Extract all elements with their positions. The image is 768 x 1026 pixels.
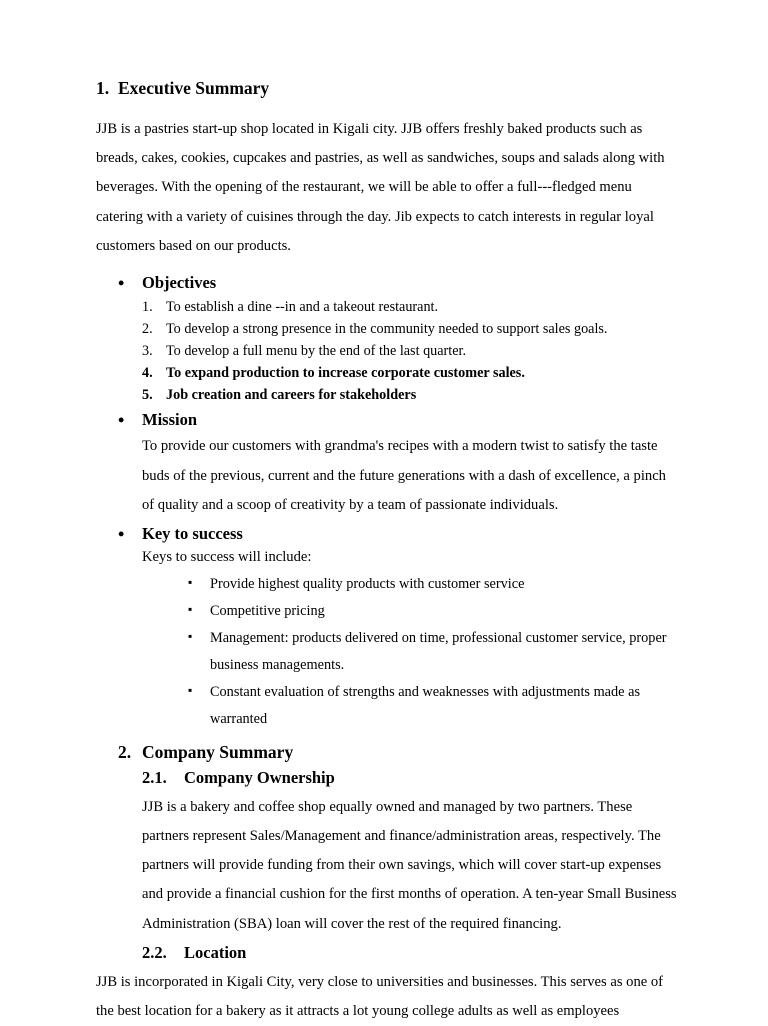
- objectives-block: [96, 271, 680, 406]
- objectives-heading: • Objectives: [96, 271, 680, 296]
- list-text: To establish a dine --in and a takeout restaurant.: [166, 298, 439, 315]
- objectives-item: [142, 362, 680, 384]
- objectives-item: [142, 340, 680, 362]
- section-2-heading: [118, 740, 680, 765]
- list-marker: 3.: [142, 342, 153, 359]
- company-ownership-text: JJB is a bakery and coffee shop equally owned and managed by two partners. These partners represent Sales/Management and finance/administration areas, respectively. The partners will provide funding from their own savings, which will cover start-up expenses and provide a financial cushion for the first months of operation. A ten-year Small Business Administration (SBA) loan will cover the rest of the required financing.: [142, 798, 677, 932]
- mission-text: To provide our customers with grandma's recipes with a modern twist to satisfy the taste buds of the previous, current and the future generations with a dash of excellence, a pinch of quality and a scoop of creativity by a team of passionate individuals.: [142, 438, 666, 513]
- section-1-title: Executive Summary: [118, 78, 270, 98]
- key-to-success-list: [96, 571, 680, 734]
- objectives-item: [142, 384, 680, 406]
- key-to-success-item: ▪ Competitive pricing: [188, 598, 680, 625]
- section-2-1-heading: [142, 766, 680, 791]
- objectives-item: [142, 318, 680, 340]
- section-1-heading: [96, 78, 680, 99]
- key-to-success-item: ▪ Provide highest quality products with customer service: [188, 571, 680, 598]
- executive-summary-intro: JJB is a pastries start-up shop located in Kigali city. JJB offers freshly baked products such as breads, cakes, cookies, cupcakes and pastries, as well as sandwiches, soups and salads along with beverages. With the opening of the restaurant, we will be able to offer a full---fledged menu catering with a variety of cuisines through the day. Jib expects to catch interests in regular loyal customers based on our products.: [96, 121, 665, 254]
- mission-heading: • Mission: [96, 408, 680, 433]
- list-text: Job creation and careers for stakeholders: [166, 386, 417, 403]
- section-2-1-title: Company Ownership: [184, 768, 335, 788]
- list-text: To develop a strong presence in the community needed to support sales goals.: [166, 320, 608, 337]
- section-2-1-number: 2.1.: [142, 768, 167, 788]
- mission-block: [96, 408, 680, 520]
- list-text: To develop a full menu by the end of the last quarter.: [166, 342, 467, 359]
- list-marker: 5.: [142, 386, 153, 403]
- key-to-success-item: ▪ Management: products delivered on time, professional customer service, proper business managements.: [188, 625, 680, 679]
- section-2-number: 2.: [118, 741, 132, 762]
- section-2-title: Company Summary: [142, 741, 294, 762]
- section-1-number: 1.: [96, 78, 110, 98]
- objectives-item: [142, 296, 680, 318]
- key-to-success-lead: Keys to success will include:: [142, 548, 312, 565]
- section-2-2-number: 2.2.: [142, 942, 167, 962]
- section-2-2-title: Location: [184, 942, 247, 962]
- key-to-success-block: [96, 522, 680, 734]
- key-to-success-item: ▪ Constant evaluation of strengths and weaknesses with adjustments made as warranted: [188, 679, 680, 733]
- list-marker: 1.: [142, 298, 153, 315]
- list-marker: 4.: [142, 364, 153, 381]
- list-text: To expand production to increase corporate customer sales.: [166, 364, 525, 381]
- key-to-success-heading: • Key to success: [96, 522, 680, 547]
- section-1-bullet-list: [96, 271, 680, 734]
- location-text: JJB is incorporated in Kigali City, very close to universities and businesses. This serves as one of the best location for a bakery as it attracts a lot young college adults as well as employees: [96, 973, 664, 1019]
- objectives-list: [96, 296, 680, 406]
- section-2-2-heading: [142, 941, 680, 966]
- list-marker: 2.: [142, 320, 153, 337]
